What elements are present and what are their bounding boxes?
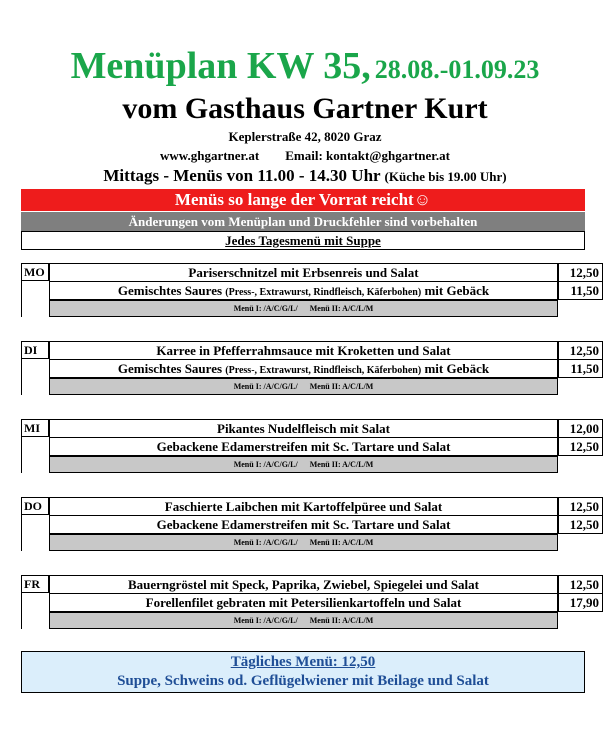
website-link[interactable]: www.ghgartner.at <box>160 148 260 163</box>
day-block-fr <box>21 575 599 633</box>
price-2: 12,50 <box>558 515 603 534</box>
allergen-menu-1: Menü I: /A/C/G/L/ <box>233 382 298 391</box>
price-1: 12,50 <box>558 341 603 360</box>
stock-notice: Menüs so lange der Vorrat reicht☺ <box>21 189 585 211</box>
allergen-menu-1: Menü I: /A/C/G/L/ <box>233 460 298 469</box>
price-2: 11,50 <box>558 281 603 300</box>
daily-menu-box <box>21 651 585 693</box>
daily-menu-title: Tägliches Menü: 12,50 <box>230 654 376 670</box>
menu-1: Faschierte Laibchen mit Kartoffelpüree und Salat <box>49 497 558 516</box>
day-divider <box>21 437 22 473</box>
allergen-info <box>49 534 558 551</box>
menu-2 <box>49 593 558 612</box>
menu-2-main: Gebackene Edamerstreifen mit Sc. Tartare und Salat <box>156 517 451 532</box>
price-1: 12,50 <box>558 497 603 516</box>
allergen-menu-1: Menü I: /A/C/G/L/ <box>233 304 298 313</box>
menu-1: Karree in Pfefferrahmsauce mit Kroketten und Salat <box>49 341 558 360</box>
allergen-menu-1: Menü I: /A/C/G/L/ <box>233 616 298 625</box>
price-2: 17,90 <box>558 593 603 612</box>
day-divider <box>21 359 22 395</box>
menu-2 <box>49 359 558 378</box>
menu-2-end: mit Gebäck <box>424 361 490 376</box>
menu-1: Bauerngröstel mit Speck, Paprika, Zwiebel, Spiegelei und Salat <box>49 575 558 594</box>
title-dates: 28.08.-01.09.23 <box>374 55 540 84</box>
day-divider <box>21 281 22 317</box>
day-divider <box>21 515 22 551</box>
day-label: FR <box>21 575 49 593</box>
day-label: DO <box>21 497 49 515</box>
title-week: Menüplan KW 35, <box>70 45 371 87</box>
changes-notice: Änderungen vom Menüplan und Druckfehler sind vorbehalten <box>21 212 585 231</box>
day-block-di <box>21 341 599 399</box>
day-label: MI <box>21 419 49 437</box>
allergen-menu-2: Menü II: A/C/L/M <box>309 460 374 469</box>
menu-2 <box>49 515 558 534</box>
day-label: MO <box>21 263 49 281</box>
allergen-info <box>49 300 558 317</box>
price-2: 12,50 <box>558 437 603 456</box>
email-link[interactable]: Email: kontakt@ghgartner.at <box>285 148 450 163</box>
allergen-info <box>49 612 558 629</box>
allergen-menu-2: Menü II: A/C/L/M <box>309 304 374 313</box>
day-block-mi <box>21 419 599 477</box>
menu-1: Pikantes Nudelfleisch mit Salat <box>49 419 558 438</box>
soup-notice-text: Jedes Tagesmenü mit Suppe <box>225 233 381 248</box>
menu-2 <box>49 281 558 300</box>
menu-2-detail: (Press-, Extrawurst, Rindfleisch, Käferbohen) <box>225 287 422 298</box>
day-label: DI <box>21 341 49 359</box>
menu-2-main: Gemischtes Saures <box>117 283 223 298</box>
address: Keplerstraße 42, 8020 Graz <box>228 129 382 144</box>
menu-2-main: Gemischtes Saures <box>117 361 223 376</box>
menu-2-detail: (Press-, Extrawurst, Rindfleisch, Käferbohen) <box>225 365 422 376</box>
page-title <box>0 44 610 88</box>
contact-line <box>0 148 610 164</box>
menu-2-main: Gebackene Edamerstreifen mit Sc. Tartare und Salat <box>156 439 451 454</box>
price-1: 12,50 <box>558 263 603 282</box>
menu-1: Pariserschnitzel mit Erbsenreis und Salat <box>49 263 558 282</box>
allergen-menu-2: Menü II: A/C/L/M <box>309 382 374 391</box>
soup-notice <box>21 231 585 250</box>
allergen-info <box>49 378 558 395</box>
allergen-menu-1: Menü I: /A/C/G/L/ <box>233 538 298 547</box>
price-2: 11,50 <box>558 359 603 378</box>
day-divider <box>21 593 22 629</box>
allergen-info <box>49 456 558 473</box>
price-1: 12,50 <box>558 575 603 594</box>
restaurant-name: vom Gasthaus Gartner Kurt <box>122 92 488 125</box>
menu-2-end: mit Gebäck <box>424 283 490 298</box>
price-1: 12,00 <box>558 419 603 438</box>
daily-menu-description: Suppe, Schweins od. Geflügelwiener mit Beilage und Salat <box>117 673 489 689</box>
menu-2 <box>49 437 558 456</box>
day-block-mo <box>21 263 599 321</box>
opening-hours <box>0 166 610 186</box>
allergen-menu-2: Menü II: A/C/L/M <box>309 538 374 547</box>
menu-2-main: Forellenfilet gebraten mit Petersilienkartoffeln und Salat <box>145 595 462 610</box>
kitchen-hours: (Küche bis 19.00 Uhr) <box>384 169 507 184</box>
day-block-do <box>21 497 599 555</box>
lunch-hours: Mittags - Menüs von 11.00 - 14.30 Uhr <box>103 166 381 185</box>
allergen-menu-2: Menü II: A/C/L/M <box>309 616 374 625</box>
